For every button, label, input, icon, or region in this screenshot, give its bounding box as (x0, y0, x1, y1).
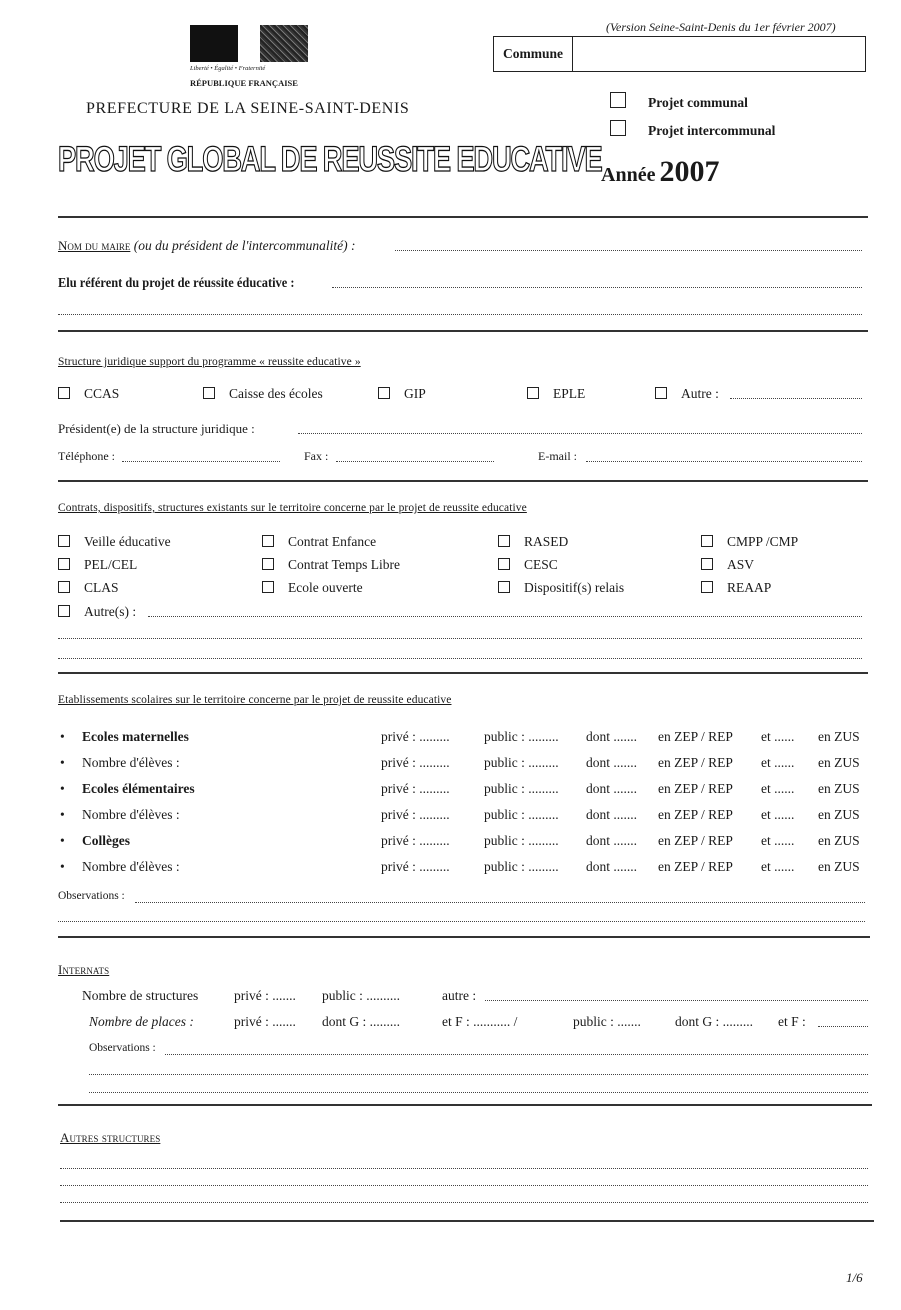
commune-input[interactable] (574, 37, 865, 73)
page-number: 1/6 (846, 1270, 863, 1285)
et-field[interactable]: et ...... (761, 859, 795, 874)
autre-checkbox[interactable] (655, 387, 667, 399)
checkbox[interactable] (498, 558, 510, 570)
internats-observations-label: Observations : (89, 1042, 156, 1054)
structures-autre-input[interactable] (485, 986, 868, 1001)
zus-label: en ZUS (818, 781, 860, 796)
et-field[interactable]: et ...... (761, 729, 795, 744)
autres-structures-line1[interactable] (60, 1154, 868, 1169)
internats-observations-input[interactable] (165, 1040, 868, 1055)
divider (58, 936, 870, 938)
structures-public[interactable]: public : .......... (322, 988, 400, 1003)
dont-field[interactable]: dont ....... (586, 781, 638, 796)
autres-label: Autre(s) : (84, 604, 137, 619)
places-dont-g[interactable]: dont G : ......... (322, 1014, 401, 1029)
places-et-f-public-input[interactable] (818, 1012, 868, 1027)
projet-intercommunal-option[interactable] (610, 120, 775, 139)
checkbox[interactable] (262, 581, 274, 593)
contrat-option[interactable] (58, 557, 137, 573)
contrats-section-title: Contrats, dispositifs, structures existants sur le territoire concerne par le projet de reussite educative (58, 502, 527, 514)
option-label: REAAP (727, 580, 772, 595)
option-label: PEL/CEL (84, 557, 138, 572)
divider (58, 330, 868, 332)
ccas-label: CCAS (84, 386, 120, 401)
elu-input[interactable] (332, 273, 862, 288)
autres-contrats-line3[interactable] (58, 644, 862, 659)
zep-label: en ZEP / REP (658, 755, 733, 770)
page-title: PROJET GLOBAL DE REUSSITE EDUCATIVE (58, 140, 602, 179)
etab-observations-line2[interactable] (58, 907, 865, 922)
republic-label: RÉPUBLIQUE FRANÇAISE (190, 78, 298, 88)
structure-section-title: Structure juridique support du programme « reussite educative » (58, 356, 361, 368)
zus-label: en ZUS (818, 833, 860, 848)
structure-option-caisse[interactable] (203, 386, 323, 402)
dont-field[interactable]: dont ....... (586, 755, 638, 770)
checkbox[interactable] (262, 558, 274, 570)
dont-field[interactable]: dont ....... (586, 833, 638, 848)
projet-communal-label: Projet communal (648, 95, 748, 110)
nom-maire-input[interactable] (395, 236, 862, 251)
commune-field[interactable] (493, 36, 866, 72)
nom-maire-note: (ou du président de l'intercommunalité) : (133, 238, 356, 253)
contrat-option[interactable] (262, 580, 363, 596)
contrat-option[interactable] (701, 580, 771, 596)
option-label: CLAS (84, 580, 119, 595)
et-field[interactable]: et ...... (761, 807, 795, 822)
prive-field[interactable]: privé : ......... (381, 755, 450, 770)
bullet-icon: • (60, 859, 65, 874)
nom-maire-label: Nom du maire (58, 238, 131, 253)
checkbox[interactable] (701, 558, 713, 570)
internats-section-title (58, 962, 109, 978)
eple-label: EPLE (553, 386, 586, 401)
et-field[interactable]: et ...... (761, 781, 795, 796)
et-field[interactable]: et ...... (761, 755, 795, 770)
autres-structures-line2[interactable] (60, 1171, 868, 1186)
annee-label: Année (601, 164, 656, 186)
eple-checkbox[interactable] (527, 387, 539, 399)
email-label: E-mail : (538, 449, 577, 463)
autres-contrats-line2[interactable] (58, 624, 862, 639)
prive-field[interactable]: privé : ......... (381, 833, 450, 848)
structure-option-eple[interactable] (527, 386, 585, 402)
autres-structures-section-title (60, 1130, 160, 1146)
option-label: RASED (524, 534, 569, 549)
contrat-option[interactable] (498, 557, 558, 573)
option-label: ASV (727, 557, 755, 572)
prive-field[interactable]: privé : ......... (381, 859, 450, 874)
contrat-option[interactable] (262, 557, 400, 573)
etab-row-label: Nombre d'élèves : (82, 859, 180, 874)
autres-structures-line3[interactable] (60, 1188, 868, 1203)
zus-label: en ZUS (818, 807, 860, 822)
bullet-icon: • (60, 729, 65, 744)
public-field[interactable]: public : ......... (484, 755, 559, 770)
telephone-input[interactable] (122, 447, 280, 462)
checkbox[interactable] (498, 535, 510, 547)
contrat-option[interactable] (262, 534, 376, 550)
etab-observations-label: Observations : (58, 890, 125, 902)
internats-title: Internats (58, 962, 110, 977)
checkbox[interactable] (58, 581, 70, 593)
flag-left-icon (190, 25, 238, 62)
etab-observations-input[interactable] (135, 888, 865, 903)
contrat-option[interactable] (701, 534, 798, 550)
gip-label: GIP (404, 386, 426, 401)
projet-intercommunal-label: Projet intercommunal (648, 123, 776, 138)
et-field[interactable]: et ...... (761, 833, 795, 848)
annee-value: 2007 (659, 155, 720, 188)
gip-checkbox[interactable] (378, 387, 390, 399)
motto: Liberté • Égalité • Fraternité (190, 65, 266, 72)
bullet-icon: • (60, 755, 65, 770)
places-et-f-public-label: et F : (778, 1014, 806, 1029)
projet-communal-checkbox[interactable] (610, 92, 626, 108)
etab-row-label: Nombre d'élèves : (82, 807, 180, 822)
contrat-option[interactable] (701, 557, 754, 573)
divider (60, 1220, 874, 1222)
telephone-label: Téléphone : (58, 449, 115, 463)
option-label: Veille éducative (84, 534, 171, 549)
structures-prive[interactable]: privé : ....... (234, 988, 296, 1003)
internats-structures-label: Nombre de structures (82, 988, 199, 1003)
public-field[interactable]: public : ......... (484, 729, 559, 744)
president-label: Président(e) de la structure juridique : (58, 421, 255, 436)
president-input[interactable] (298, 419, 862, 434)
zep-label: en ZEP / REP (658, 833, 733, 848)
divider (58, 480, 868, 482)
zus-label: en ZUS (818, 859, 860, 874)
autre-label: Autre : (681, 386, 719, 401)
ccas-checkbox[interactable] (58, 387, 70, 399)
internats-places-label: Nombre de places : (89, 1014, 194, 1029)
fax-input[interactable] (336, 447, 494, 462)
public-field[interactable]: public : ......... (484, 833, 559, 848)
zep-label: en ZEP / REP (658, 781, 733, 796)
option-label: Contrat Enfance (288, 534, 377, 549)
autres-contrats-option[interactable] (58, 604, 136, 620)
public-field[interactable]: public : ......... (484, 781, 559, 796)
bullet-icon: • (60, 781, 65, 796)
etab-row-label: Collèges (82, 833, 130, 848)
version-note: (Version Seine-Saint-Denis du 1er février 2007) (606, 20, 836, 34)
zus-label: en ZUS (818, 729, 860, 744)
bullet-icon: • (60, 807, 65, 822)
elu-input-line2[interactable] (58, 300, 862, 315)
zep-label: en ZEP / REP (658, 807, 733, 822)
structure-option-autre[interactable] (655, 386, 719, 402)
autre-input[interactable] (730, 384, 862, 399)
internats-observations-line3[interactable] (89, 1078, 868, 1093)
prive-field[interactable]: privé : ......... (381, 781, 450, 796)
checkbox[interactable] (498, 581, 510, 593)
public-field[interactable]: public : ......... (484, 807, 559, 822)
etab-row-label: Nombre d'élèves : (82, 755, 180, 770)
prive-field[interactable]: privé : ......... (381, 729, 450, 744)
nom-maire-row (58, 238, 355, 254)
divider (58, 672, 868, 674)
structure-option-ccas[interactable] (58, 386, 119, 402)
autres-checkbox[interactable] (58, 605, 70, 617)
annee (601, 155, 719, 189)
commune-label: Commune (494, 37, 573, 71)
flag-right-icon (260, 25, 308, 62)
checkbox[interactable] (701, 535, 713, 547)
option-label: Dispositif(s) relais (524, 580, 625, 595)
zep-label: en ZEP / REP (658, 859, 733, 874)
places-public[interactable]: public : ....... (573, 1014, 641, 1029)
zep-label: en ZEP / REP (658, 729, 733, 744)
contrat-option[interactable] (498, 534, 568, 550)
option-label: Contrat Temps Libre (288, 557, 401, 572)
dont-field[interactable]: dont ....... (586, 859, 638, 874)
marianne-logo (190, 25, 308, 62)
internats-observations-line2[interactable] (89, 1060, 868, 1075)
contrat-option[interactable] (58, 580, 119, 596)
places-et-f[interactable]: et F : ........... / (442, 1014, 518, 1029)
dont-field[interactable]: dont ....... (586, 729, 638, 744)
prive-field[interactable]: privé : ......... (381, 807, 450, 822)
fax-label: Fax : (304, 449, 329, 463)
dont-field[interactable]: dont ....... (586, 807, 638, 822)
caisse-label: Caisse des écoles (229, 386, 323, 401)
option-label: Ecole ouverte (288, 580, 363, 595)
caisse-checkbox[interactable] (203, 387, 215, 399)
autres-structures-title: Autres structures (60, 1130, 161, 1145)
etablissements-section-title: Etablissements scolaires sur le territoire concerne par le projet de reussite educative (58, 694, 452, 706)
contrat-option[interactable] (498, 580, 624, 596)
projet-intercommunal-checkbox[interactable] (610, 120, 626, 136)
public-field[interactable]: public : ......... (484, 859, 559, 874)
bullet-icon: • (60, 833, 65, 848)
email-input[interactable] (586, 447, 862, 462)
zus-label: en ZUS (818, 755, 860, 770)
places-prive[interactable]: privé : ....... (234, 1014, 296, 1029)
checkbox[interactable] (58, 535, 70, 547)
projet-communal-option[interactable] (610, 92, 748, 111)
divider (58, 216, 868, 218)
prefecture-label: PREFECTURE DE LA SEINE-SAINT-DENIS (86, 100, 410, 117)
option-label: CESC (524, 557, 558, 572)
checkbox[interactable] (701, 581, 713, 593)
etab-row-label: Ecoles élémentaires (82, 781, 195, 796)
divider (58, 1104, 872, 1106)
structures-autre-label: autre : (442, 988, 477, 1003)
contrat-option[interactable] (58, 534, 171, 550)
autres-contrats-input[interactable] (148, 602, 862, 617)
option-label: CMPP /CMP (727, 534, 799, 549)
places-dont-g-public[interactable]: dont G : ......... (675, 1014, 754, 1029)
checkbox[interactable] (262, 535, 274, 547)
etab-row-label: Ecoles maternelles (82, 729, 189, 744)
checkbox[interactable] (58, 558, 70, 570)
structure-option-gip[interactable] (378, 386, 426, 402)
elu-label: Elu référent du projet de réussite éducative : (58, 275, 295, 290)
